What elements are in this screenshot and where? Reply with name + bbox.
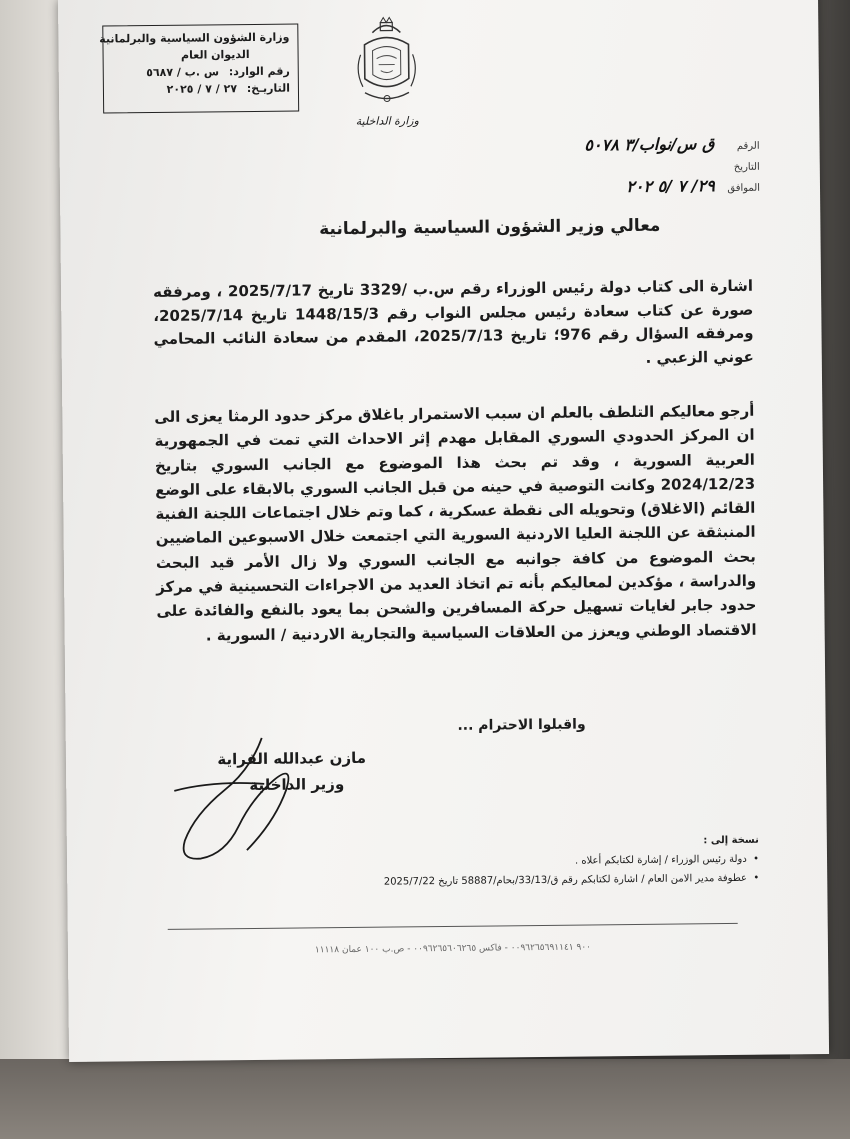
copies-heading: نسخة إلى : (703, 834, 759, 847)
addressee: معالي وزير الشؤون السياسية والبرلمانية (319, 215, 661, 240)
paragraph-reference: اشارة الى كتاب دولة رئيس الوزراء رقم س.ب /3329 تاريخ 2025/7/17 ، ومرفقه صورة عن كتاب سعادة رئيس مجلس النواب رقم 1448/15/3 تاريخ 2025/7/14، ومرفقه السؤال رقم 976؛ تاريخ 2025/7/13، المقدم من سعادة النائب المحامي عوني الزعبي . (152, 276, 754, 367)
reference-number: ق س/نواب/٣ ٥٠٧٨ (584, 134, 715, 155)
corresponding-date-row (540, 177, 760, 200)
footer-divider (168, 923, 738, 930)
date-row (540, 156, 760, 179)
stamp-date-label: التاريـخ: (246, 81, 291, 96)
stamp-ministry: وزارة الشؤون السياسية والبرلمانية (99, 30, 290, 46)
reference-row (539, 135, 759, 158)
closing-line: واقبلوا الاحترام ... (457, 716, 586, 734)
date-label: التاريخ (733, 161, 760, 173)
stamp-date-value: ٢٧ / ٧ / ٢٠٢٥ (166, 82, 238, 96)
footer-contact: ٩٠٠ ٠٠٩٦٢٦٥٦٩١١٤١ - فاكس ٠٠٩٦٢٦٥٦٠٦٢٦٥ - ص.ب ١٠٠ عمان ١١١١٨ (314, 942, 592, 956)
stamp-incoming-label: رقم الوارد: (228, 64, 290, 79)
copies-section (159, 831, 760, 894)
stamp-incoming-value: س .ب / ٥٦٨٧ (146, 65, 220, 80)
ministry-caption: وزارة الداخلية (355, 114, 419, 128)
corresponding-label: الموافق (727, 182, 761, 195)
coat-of-arms (350, 14, 423, 135)
corresponding-value: ٢٩/ ٧ /٥ ٢٠٢ (626, 176, 715, 197)
copy-item: • عطوفة مدير الامن العام / اشارة لكتابكم رقم ق/33/13/بحام/58887 تاريخ 2025/7/22 (383, 872, 760, 888)
stamp-date-row (112, 80, 290, 99)
letter-page (58, 0, 829, 1062)
stamp-office: الديوان العام (180, 47, 250, 62)
reference-label: الرقم (736, 140, 760, 152)
signatory-name: مازن عبدالله الفراية (217, 748, 367, 769)
signatory-title: وزير الداخلية (249, 775, 345, 795)
signature-block (217, 745, 366, 799)
copy-item: • دولة رئيس الوزراء / إشارة لكتابكم أعلاه . (574, 853, 760, 867)
photo-background-bottom (0, 1059, 850, 1139)
paragraph-body: أرجو معاليكم التلطف بالعلم ان سبب الاستمرار باغلاق مركز حدود الرمثا يعزى الى ان المركز الحدودي السوري المقابل مهدم إثر الاحداث التي تمت في الجمهورية العربية السورية ، وقد تم بحث هذا الموضوع مع الجانب السوري بتاريخ 2024/12/23 وكانت التوصية في حينه من قبل الجانب السوري بالابقاء على الوضع القائم (الاغلاق) وتحويله الى نقطة عسكرية ، كما وتم خلال اجتماعات اللجنة الفنية المنبثقة عن اللجنة العليا الاردنية السورية التي اجتمعت خلال الاسبوعين الماضيين بحث الموضوع من كافة جوانبه مع الجانب السوري ولا زال الأمر قيد البحث والدراسة ، مؤكدين لمعاليكم بأنه تم اتخاذ العديد من الاجراءات التحسينية في مركز حدود جابر لغايات تسهيل حركة المسافرين والشحن بما يعود بالنفع والفائدة على الاقتصاد الوطني ويعزز من العلاقات السياسية والتجارية الاردنية / السورية . (154, 401, 757, 645)
incoming-stamp (99, 23, 299, 113)
coat-of-arms-icon (350, 14, 423, 113)
stamp-incoming-row (112, 63, 290, 82)
reference-block (539, 135, 760, 200)
